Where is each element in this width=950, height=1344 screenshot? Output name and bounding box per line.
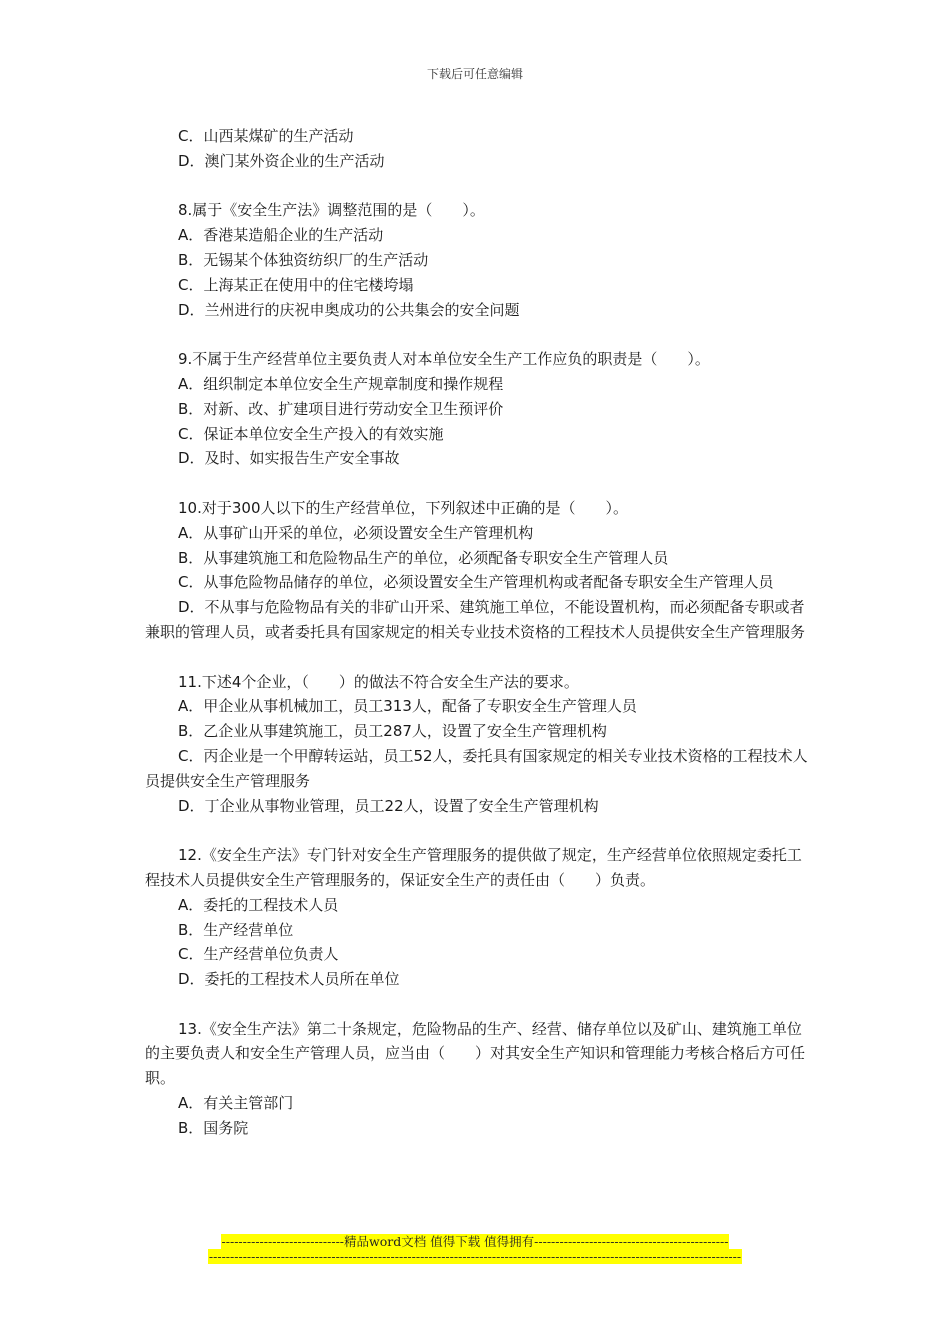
option-b: B．无锡某个体独资纺织厂的生产活动	[178, 250, 429, 269]
question-9	[145, 347, 810, 471]
option-b: B．从事建筑施工和危险物品生产的单位，必须配备专职安全生产管理人员	[178, 548, 669, 567]
option-d: D．委托的工程技术人员所在单位	[178, 970, 400, 989]
question-stem: 13.《安全生产法》第二十条规定，危险物品的生产、经营、储存单位以及矿山、建筑施工单位的主要负责人和安全生产管理人员，应当由（ ）对其安全生产知识和管理能力考核合格后方可任职。	[145, 1019, 806, 1088]
question-stem: 12.《安全生产法》专门针对安全生产管理服务的提供做了规定，生产经营单位依照规定委托工程技术人员提供安全生产管理服务的，保证安全生产的责任由（ ）负责。	[145, 846, 802, 889]
option-a: A．从事矿山开采的单位，必须设置安全生产管理机构	[178, 523, 534, 542]
footer-rule	[0, 1249, 950, 1264]
question-10	[145, 496, 810, 645]
option-c: C．丙企业是一个甲醇转运站，员工52人，委托具有国家规定的相关专业技术资格的工程技术人员提供安全生产管理服务	[145, 746, 808, 790]
option-c: C．生产经营单位负责人	[178, 945, 339, 964]
option-d: D．澳门某外资企业的生产活动	[178, 151, 385, 170]
question-11	[145, 670, 810, 819]
option-b: B．乙企业从事建筑施工，员工287人，设置了安全生产管理机构	[178, 722, 607, 741]
option-a: A．组织制定本单位安全生产规章制度和操作规程	[178, 374, 504, 393]
option-d: D．丁企业从事物业管理，员工22人，设置了安全生产管理机构	[178, 796, 599, 815]
option-c: C．上海某正在使用中的住宅楼垮塌	[178, 275, 414, 294]
footer-rule-dashes: ------------------------------------------------------------------------------------------------------------------------------	[208, 1249, 742, 1264]
question-list	[145, 124, 810, 1165]
option-a: A．有关主管部门	[178, 1094, 294, 1113]
question-stem: 11.下述4个企业，（ ）的做法不符合安全生产法的要求。	[178, 672, 579, 691]
footer-banner-text: -----------------------------精品word文档 值得下载 值得拥有----------------------------------------------	[221, 1234, 729, 1249]
question-7-tail	[145, 124, 810, 174]
option-d: D．及时、如实报告生产安全事故	[178, 449, 400, 468]
question-stem: 10.对于300人以下的生产经营单位，下列叙述中正确的是（ ）。	[178, 498, 628, 517]
option-a: A．甲企业从事机械加工，员工313人，配备了专职安全生产管理人员	[178, 697, 637, 716]
option-b: B．国务院	[178, 1118, 249, 1137]
option-c: C．从事危险物品储存的单位，必须设置安全生产管理机构或者配备专职安全生产管理人员	[178, 573, 774, 592]
option-d: D．兰州进行的庆祝申奥成功的公共集会的安全问题	[178, 300, 520, 319]
question-12	[145, 843, 810, 992]
option-a: A．委托的工程技术人员	[178, 895, 339, 914]
option-a: A．香港某造船企业的生产活动	[178, 226, 384, 245]
page-header: 下载后可任意编辑	[426, 67, 523, 81]
footer-banner	[0, 1232, 950, 1250]
question-13	[145, 1017, 810, 1141]
question-stem: 8.属于《安全生产法》调整范围的是（ ）。	[178, 201, 485, 220]
question-stem: 9.不属于生产经营单位主要负责人对本单位安全生产工作应负的职责是（ ）。	[178, 350, 710, 369]
option-d: D．不从事与危险物品有关的非矿山开采、建筑施工单位，不能设置机构，而必须配备专职或者兼职的管理人员，或者委托具有国家规定的相关专业技术资格的工程技术人员提供安全生产管理服务	[145, 598, 806, 641]
option-c: C．保证本单位安全生产投入的有效实施	[178, 424, 444, 443]
option-c: C．山西某煤矿的生产活动	[178, 127, 354, 145]
option-b: B．生产经营单位	[178, 920, 294, 939]
question-8	[145, 198, 810, 322]
option-b: B．对新、改、扩建项目进行劳动安全卫生预评价	[178, 399, 504, 418]
